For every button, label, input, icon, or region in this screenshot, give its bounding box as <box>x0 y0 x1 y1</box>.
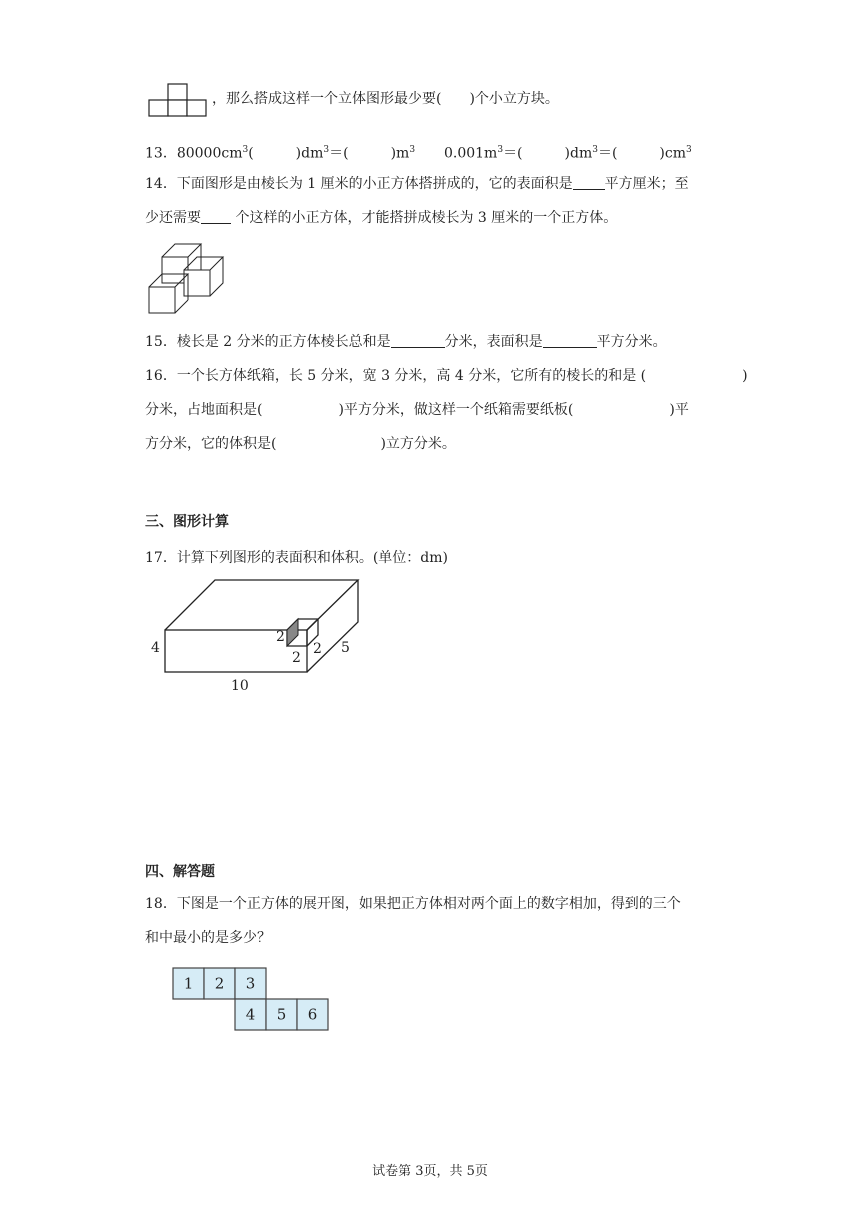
q13-part4: 0.001m <box>443 145 498 162</box>
q16-line1: 16．一个长方体纸箱，长 5 分米，宽 3 分米，高 4 分米，它所有的棱长的和是 ( ) <box>145 368 748 384</box>
q15-blank1[interactable] <box>391 333 445 348</box>
q17-label-length: 10 <box>231 678 249 694</box>
q13-part2: ( )dm <box>248 145 324 162</box>
q17-label-cut-c: 2 <box>313 641 322 657</box>
q17-label-cut-b: 2 <box>292 650 301 666</box>
net-cell-top-2 <box>235 968 266 999</box>
q13-part3: ＝( )m <box>329 145 410 162</box>
q14-blank2[interactable] <box>201 209 231 224</box>
q13-part5: ＝( )dm <box>503 145 593 162</box>
net-cell-top-1 <box>204 968 235 999</box>
q13-part1: 80000cm <box>176 145 243 162</box>
net-cell-top-0 <box>173 968 204 999</box>
q12-block-figure <box>147 82 209 120</box>
q17-label-width: 5 <box>341 640 350 656</box>
q17-text: 17．计算下列图形的表面积和体积。(单位：dm) <box>145 550 448 566</box>
q13-part6: ＝( )cm <box>597 145 687 162</box>
q18-line1: 18．下图是一个正方体的展开图，如果把正方体相对两个面上的数字相加，得到的三个 <box>145 896 681 912</box>
q14-line1: 14．下面图形是由棱长为 1 厘米的小正方体搭拼成的，它的表面积是 平方厘米；至 <box>145 176 689 192</box>
net-number: 1 <box>183 974 194 993</box>
section4-title: 四、解答题 <box>145 864 215 880</box>
q18-line2: 和中最小的是多少？ <box>145 930 271 946</box>
section3-title: 三、图形计算 <box>145 514 229 530</box>
net-number: 4 <box>245 1005 256 1024</box>
q16-line2: 分米，占地面积是( )平方分米，做这样一个纸箱需要纸板( )平 <box>145 402 689 418</box>
q14-cube-figure <box>145 240 240 318</box>
net-number: 3 <box>245 974 256 993</box>
q18-cube-net <box>172 967 332 1035</box>
q15-blank2[interactable] <box>543 333 597 348</box>
q14-blank1[interactable] <box>573 175 605 190</box>
q16-line3: 方分米，它的体积是( )立方分米。 <box>145 436 456 452</box>
page-footer: 试卷第 3页，共 5页 <box>372 1164 488 1179</box>
net-number: 6 <box>307 1005 318 1024</box>
q17-label-height: 4 <box>151 640 160 656</box>
q12-text: ，那么搭成这样一个立体图形最少要( )个小立方块。 <box>212 91 559 107</box>
q14-line2: 少还需要 个这样的小正方体，才能搭拼成棱长为 3 厘米的一个正方体。 <box>145 210 618 226</box>
net-cell-bottom-2 <box>297 999 328 1030</box>
q13-line: 13．$80000cm^3$( )$dm^3=$( )$m^3$ $0.001m^3=$( )$dm^3=$( )$cm^3$ <box>145 145 692 162</box>
net-number: 5 <box>276 1005 287 1024</box>
net-number: 2 <box>214 974 225 993</box>
q13-number: 13． <box>145 145 177 162</box>
q17-cuboid-figure <box>145 575 370 700</box>
net-cell-bottom-1 <box>266 999 297 1030</box>
q15-line: 15．棱长是 2 分米的正方体棱长总和是 分米，表面积是 平方分米。 <box>145 334 667 350</box>
net-cell-bottom-0 <box>235 999 266 1030</box>
q17-label-cut-a: 2 <box>276 629 285 645</box>
